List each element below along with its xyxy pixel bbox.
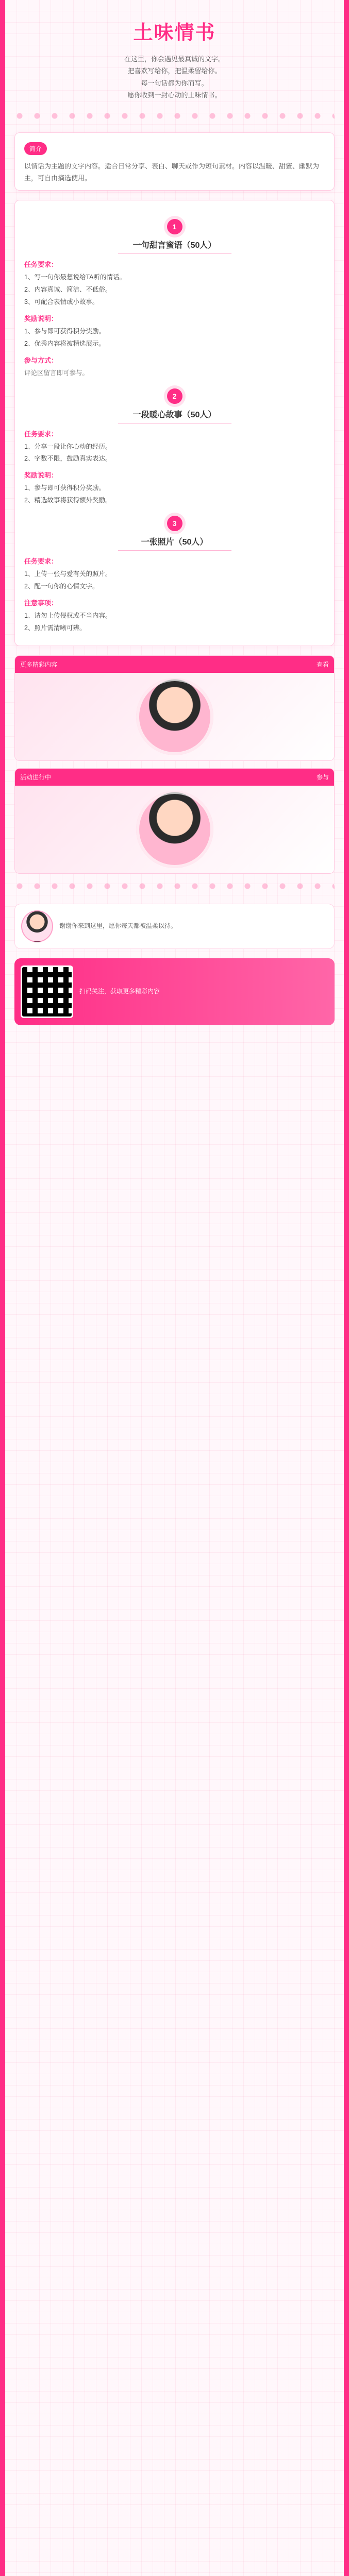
footer-text: 扫码关注，获取更多精彩内容 [79,988,160,995]
promo-right: 查看 [316,660,329,668]
promo-image [15,786,334,873]
intro-text: 以情话为主题的文字内容。适合日常分享、表白、聊天或作为短句素材。内容以温暖、甜蜜、幽默为主，可自由摘选使用。 [24,162,320,182]
block-title: 任务要求： [24,261,58,269]
block-line: 3、可配合表情或小故事。 [24,298,99,306]
person-illustration [136,678,213,755]
task-title: 一段暖心故事（50人） [132,410,217,419]
hearts-decoration [14,111,335,124]
block-line: 2、内容真诚、简洁、不低俗。 [24,286,112,294]
divider [118,253,231,254]
block-line: 2、字数不限，鼓励真实表达。 [24,455,112,463]
divider [118,550,231,551]
promo-left: 更多精彩内容 [20,660,58,668]
promo-card[interactable] [14,768,335,874]
block-line: 评论区留言即可参与。 [24,369,89,377]
person-illustration [136,791,213,868]
promo-left: 活动进行中 [20,773,52,781]
block-line: 2、配一句你的心情文字。 [24,582,99,590]
task-number: 2 [167,388,182,404]
qr-code-icon [21,965,73,1018]
block-line: 1、参与即可获得积分奖励。 [24,484,105,492]
block-title: 任务要求： [24,430,58,438]
signature-text: 谢谢你来到这里，愿你每天都被温柔以待。 [59,922,177,930]
task-header [24,516,325,551]
block-title: 注意事项： [24,599,58,607]
promo-image [15,673,334,760]
signature [14,904,335,949]
task-2 [24,388,325,507]
intro-line: 把喜欢写给你，把温柔留给你。 [127,67,222,75]
block-title: 奖励说明： [24,314,58,323]
task-title: 一张照片（50人） [141,538,208,547]
promo-bar [15,656,334,673]
intro-line: 愿你收到一封心动的土味情书。 [127,91,222,99]
intro-panel [14,132,335,191]
block-line: 1、分享一段让你心动的经历。 [24,443,112,450]
task-panel [14,200,335,646]
block-line: 2、优秀内容将被精选展示。 [24,340,105,347]
task-title: 一句甜言蜜语（50人） [132,241,217,250]
block-title: 参与方式： [24,356,58,364]
task-1 [24,219,325,379]
promo-bar [15,769,334,786]
task-3 [24,516,325,634]
task-number: 3 [167,516,182,531]
block-line: 2、精选故事将获得额外奖励。 [24,497,112,504]
block-title: 奖励说明： [24,471,58,480]
block-line: 2、照片需清晰可辨。 [24,624,86,632]
block-line: 1、请勿上传侵权或不当内容。 [24,612,112,619]
avatar [21,910,53,942]
page-title: 土味情书 [133,22,216,44]
task-number: 1 [167,219,182,234]
promo-right: 参与 [316,773,329,781]
block-line: 1、上传一张与爱有关的照片。 [24,570,112,578]
footer [14,958,335,1025]
intro-tag: 简介 [24,142,47,155]
block-title: 任务要求： [24,557,58,566]
block-line: 1、写一句你最想说给TA听的情话。 [24,274,126,281]
promo-card[interactable] [14,655,335,761]
block-line: 1、参与即可获得积分奖励。 [24,327,105,335]
intro-line: 在这里，你会遇见最真诚的文字。 [124,55,225,63]
intro-line: 每一句话都为你而写。 [141,79,208,87]
hearts-decoration [14,881,335,894]
task-header [24,219,325,254]
task-header [24,388,325,423]
intro [41,53,309,101]
